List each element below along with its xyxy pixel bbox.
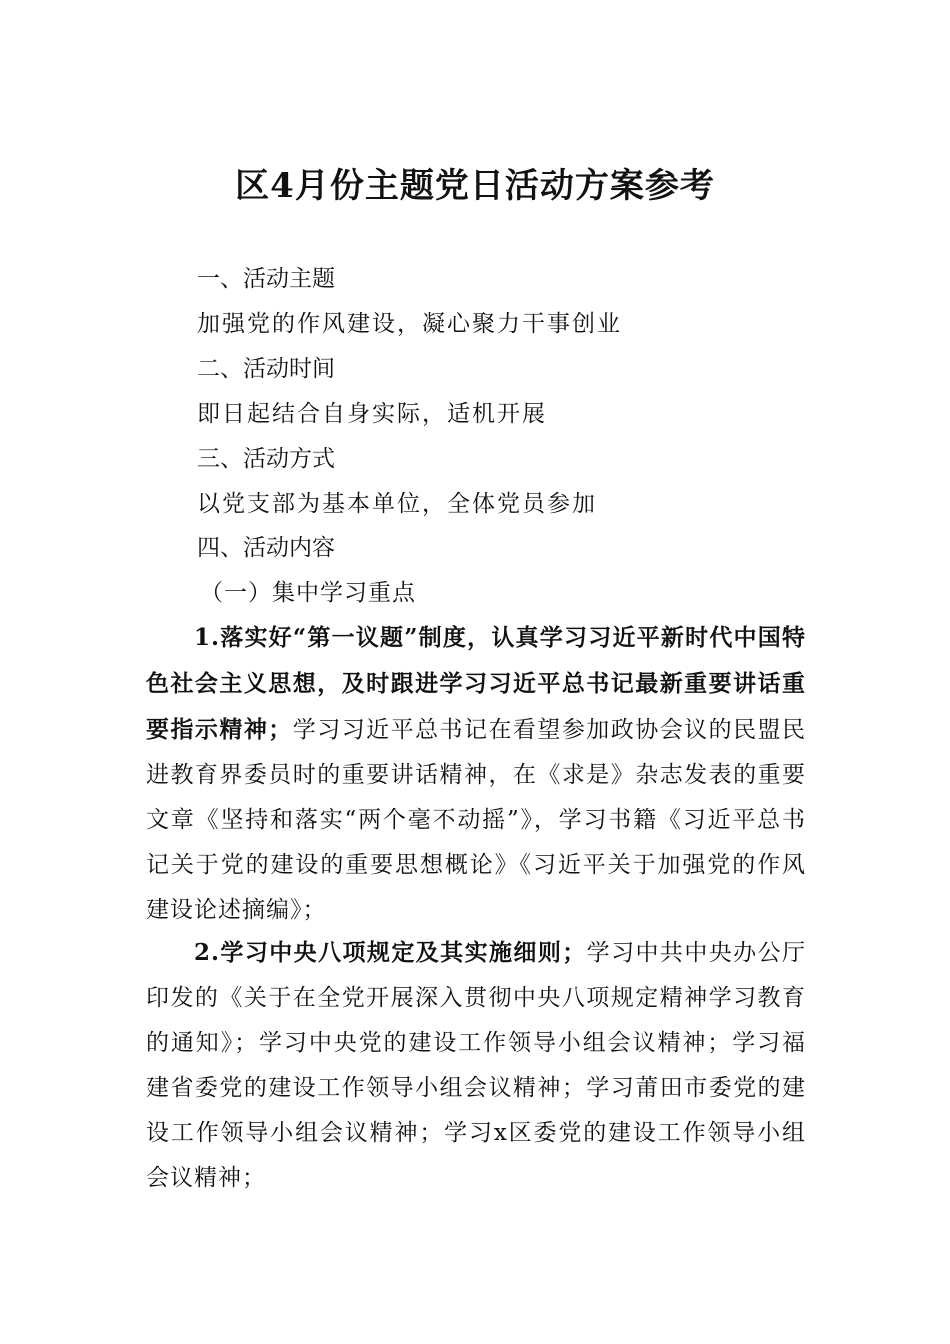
content-paragraph: [146, 930, 806, 1201]
paragraph-body: 学习习近平总书记在看望参加政协会议的民盟民进教育界委员时的重要讲话精神，在《求是》杂志发表的重要文章《坚持和落实“两个毫不动摇”》，学习书籍《习近平总书记关于党的建设的重要思想概论》《习近平关于加强党的作风建设论述摘编》；: [146, 717, 807, 923]
paragraph-bold-lead: 1.落实好“第一议题”制度，认真学习习近平新时代中国特色社会主义思想，及时跟进学习习近平总书记最新重要讲话重要指示精神；: [146, 624, 806, 743]
section-heading-time: 二、活动时间: [197, 356, 335, 382]
subsection-heading: （一）集中学习重点: [200, 580, 416, 606]
section-content-time: 即日起结合自身实际，适机开展: [197, 401, 547, 427]
paragraph-bold-lead: 2.学习中央八项规定及其实施细则；: [194, 939, 587, 966]
section-content-theme: 加强党的作风建设，凝心聚力干事创业: [197, 311, 622, 337]
content-paragraph: [146, 615, 806, 933]
section-heading-theme: 一、活动主题: [197, 266, 335, 292]
section-heading-content: 四、活动内容: [197, 535, 335, 561]
section-heading-method: 三、活动方式: [197, 446, 335, 472]
paragraph-body: 学习中共中央办公厅印发的《关于在全党开展深入贯彻中央八项规定精神学习教育的通知》；学习中央党的建设工作领导小组会议精神；学习福建省委党的建设工作领导小组会议精神；学习莆田市委党的建设工作领导小组会议精神；学习x区委党的建设工作领导小组会议精神；: [146, 940, 807, 1191]
document-title: 区4月份主题党日活动方案参考: [235, 166, 715, 206]
section-content-method: 以党支部为基本单位，全体党员参加: [197, 491, 597, 517]
